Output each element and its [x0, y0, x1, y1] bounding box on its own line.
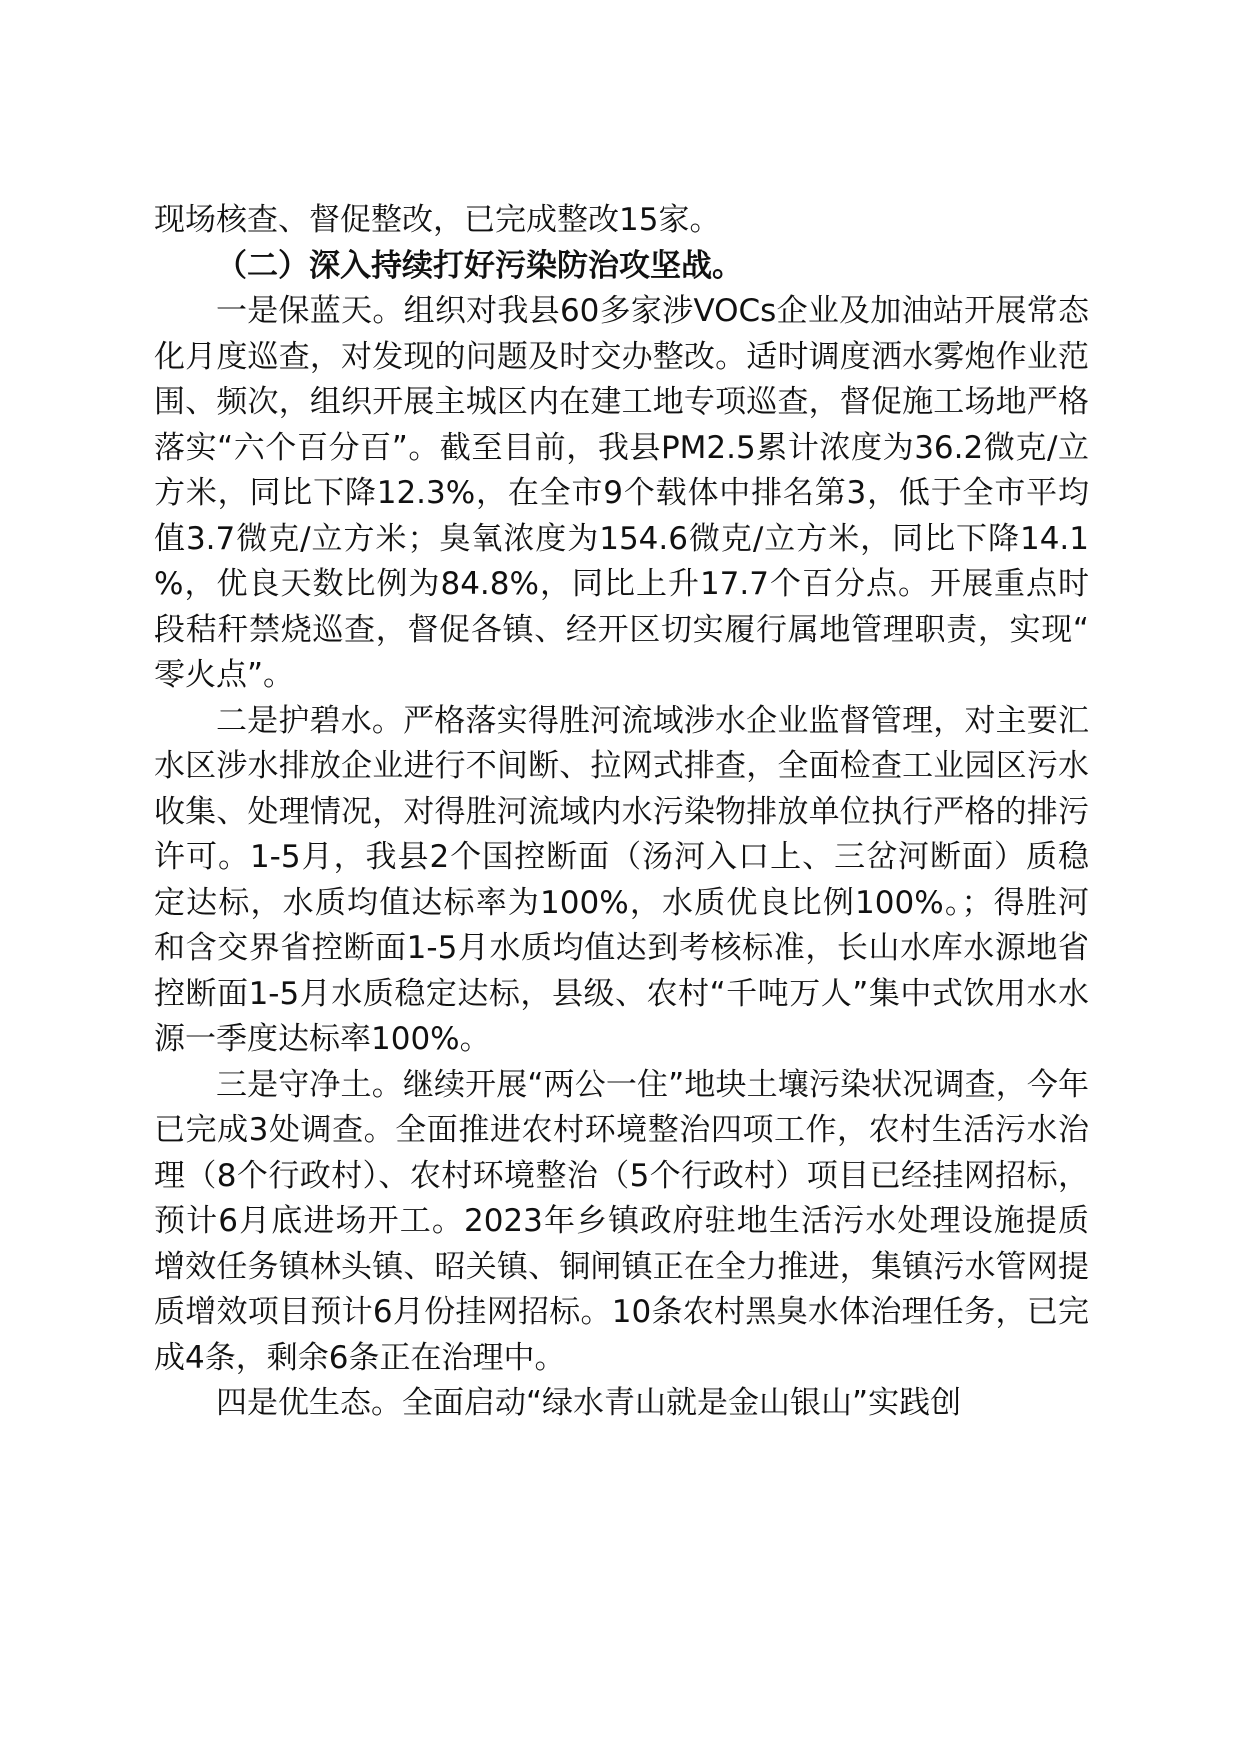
paragraph-ecology: 四是优生态。全面启动“绿水青山就是金山银山”实践创 — [216, 1385, 962, 1421]
paragraph-clear-water: 二是护碧水。严格落实得胜河流域涉水企业监督管理，对主要汇水区涉水排放企业进行不间断、拉网式排查，全面检查工业园区污水收集、处理情况，对得胜河流域内水污染物排放单位执行严格的排污许可。1-5月，我县2个国控断面（汤河入口上、三岔河断面）质稳定达标，水质均值达标率为100%，水质优良比例100%。；得胜河和含交界省控断面1-5月水质均值达到考核标准，长山水库水源地省控断面1-5月水质稳定达标，县级、农村“千吨万人”集中式饮用水水源一季度达标率100%。 — [154, 702, 1089, 1057]
section-heading: （二）深入持续打好污染防治攻坚战。 — [216, 247, 743, 284]
continuation-paragraph: 现场核查、督促整改，已完成整改15家。 — [154, 202, 721, 238]
paragraph-blue-sky: 一是保蓝天。组织对我县60多家涉VOCs企业及加油站开展常态化月度巡查，对发现的问题及时交办整改。适时调度洒水雾炮作业范围、频次，组织开展主城区内在建工地专项巡查，督促施工场地严格落实“六个百分百”。截至目前，我县PM2.5累计浓度为36.2微克/立方米，同比下降12.3%，在全市9个载体中排名第3，低于全市平均值3.7微克/立方米；臭氧浓度为154.6微克/立方米，同比下降14.1%，优良天数比例为84.8%，同比上升17.7个百分点。开展重点时段秸秆禁烧巡查，督促各镇、经开区切实履行属地管理职责，实现“零火点”。 — [154, 293, 1089, 693]
paragraph-clean-soil: 三是守净土。继续开展“两公一住”地块土壤污染状况调查，今年已完成3处调查。全面推进农村环境整治四项工作，农村生活污水治理（8个行政村）、农村环境整治（5个行政村）项目已经挂网招标，预计6月底进场开工。2023年乡镇政府驻地生活污水处理设施提质增效任务镇林头镇、昭关镇、铜闸镇正在全力推进，集镇污水管网提质增效项目预计6月份挂网招标。10条农村黑臭水体治理任务，已完成4条，剩余6条正在治理中。 — [154, 1066, 1089, 1376]
document-page — [154, 198, 1089, 1427]
